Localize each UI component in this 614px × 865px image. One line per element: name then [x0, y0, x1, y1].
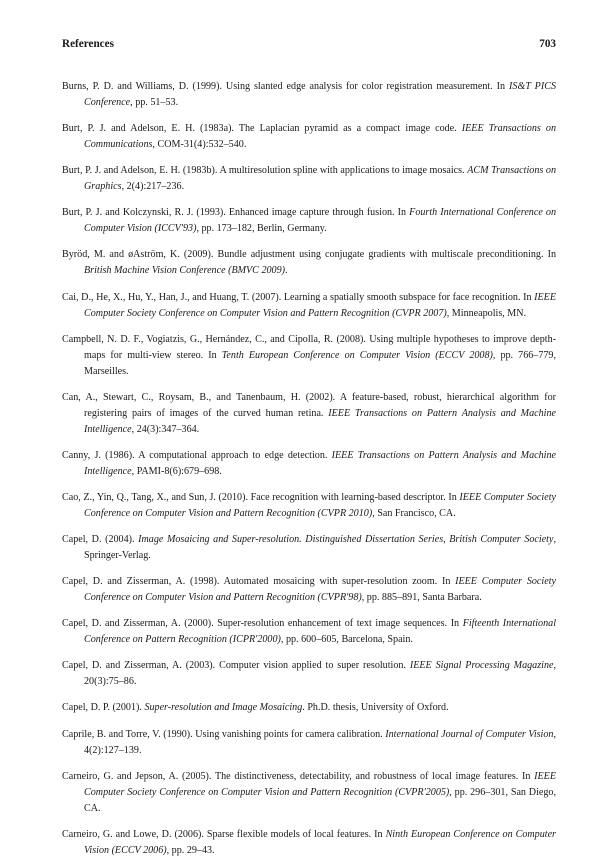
reference-entry	[62, 247, 556, 279]
reference-venue: Image Mosaicing and Super-resolution. Distinguished Dissertation Series, British Computer Society	[138, 534, 554, 546]
reference-details: , pp. 600–605, Barcelona, Spain.	[280, 634, 413, 646]
reference-entry	[62, 827, 556, 859]
reference-authors-title: Cai, D., He, X., Hu, Y., Han, J., and Huang, T. (2007). Learning a spatially smooth subspace for face recognition. In	[62, 291, 535, 303]
reference-authors-title: Can, A., Stewart, C., Roysam, B., and Tanenbaum, H. (2002). A feature-based, robust, hierarchical algorithm for registering pairs of images of the curved human retina.	[62, 391, 556, 419]
reference-entry	[62, 532, 556, 564]
reference-details: , San Francisco, CA.	[372, 507, 456, 519]
reference-venue: IEEE Transactions on Pattern Analysis and Machine Intelligence	[84, 449, 556, 477]
reference-venue: Tenth European Conference on Computer Vision (ECCV 2008)	[221, 349, 493, 361]
reference-authors-title: Cao, Z., Yin, Q., Tang, X., and Sun, J. (2010). Face recognition with learning-based descriptor. In	[62, 491, 460, 503]
reference-details: , pp. 296–301, San Diego, CA.	[84, 786, 557, 814]
reference-venue: IS&T PICS Conference	[84, 81, 556, 109]
reference-details: , 24(3):347–364.	[131, 423, 200, 435]
reference-authors-title: Canny, J. (1986). A computational approach to edge detection.	[62, 449, 332, 461]
reference-venue: Fifteenth International Conference on Pattern Recognition (ICPR'2000)	[84, 618, 556, 646]
reference-entry	[62, 490, 556, 522]
reference-entry	[62, 727, 556, 759]
reference-venue: IEEE Signal Processing Magazine	[409, 660, 554, 672]
reference-entry	[62, 290, 556, 322]
reference-authors-title: Carneiro, G. and Jepson, A. (2005). The distinctiveness, detectability, and robustness of local image features. In	[62, 770, 535, 782]
reference-list	[62, 69, 556, 865]
page-number: 703	[539, 38, 556, 50]
reference-entry	[62, 448, 556, 480]
reference-entry	[62, 390, 556, 438]
reference-entry	[62, 163, 556, 195]
reference-entry	[62, 616, 556, 648]
reference-entry	[62, 121, 556, 153]
running-title: References	[62, 38, 114, 50]
reference-details: , 2(4):217–236.	[121, 181, 185, 193]
reference-entry	[62, 700, 556, 716]
reference-authors-title: Burt, P. J. and Kolczynski, R. J. (1993). Enhanced image capture through fusion. In	[62, 207, 410, 219]
reference-authors-title: Capel, D. (2004).	[62, 534, 139, 546]
reference-details: , Springer-Verlag.	[84, 534, 556, 562]
reference-entry	[62, 769, 556, 817]
reference-venue: British Machine Vision Conference (BMVC 2009)	[84, 265, 285, 277]
reference-details: . Ph.D. thesis, University of Oxford.	[302, 702, 449, 714]
reference-details: , 4(2):127–139.	[84, 728, 556, 756]
reference-authors-title: Capel, D. P. (2001).	[62, 702, 145, 714]
reference-venue: IEEE Computer Society Conference on Computer Vision and Pattern Recognition (CVPR'2005)	[84, 770, 556, 798]
page-header	[62, 38, 556, 54]
reference-venue: IEEE Computer Society Conference on Computer Vision and Pattern Recognition (CVPR'98)	[84, 576, 556, 604]
reference-venue: Fourth International Conference on Computer Vision (ICCV'93)	[84, 207, 557, 235]
reference-details: , PAMI-8(6):679–698.	[131, 465, 222, 477]
reference-authors-title: Burt, P. J. and Adelson, E. H. (1983b). A multiresolution spline with applications to image mosaics.	[62, 165, 468, 177]
reference-venue: International Journal of Computer Vision	[385, 728, 554, 740]
reference-venue: IEEE Transactions on Pattern Analysis and Machine Intelligence	[84, 407, 556, 435]
reference-details: , pp. 885–891, Santa Barbara.	[361, 592, 482, 604]
reference-authors-title: Byröd, M. and øAström, K. (2009). Bundle adjustment using conjugate gradients with multiscale preconditioning. In	[62, 249, 556, 261]
reference-authors-title: Capel, D. and Zisserman, A. (2000). Super-resolution enhancement of text image sequences. In	[62, 618, 463, 630]
reference-venue: Ninth European Conference on Computer Vision (ECCV 2006)	[84, 828, 556, 856]
reference-entry	[62, 79, 556, 111]
reference-authors-title: Capel, D. and Zisserman, A. (2003). Computer vision applied to super resolution.	[62, 660, 410, 672]
reference-entry	[62, 332, 556, 380]
reference-authors-title: Burns, P. D. and Williams, D. (1999). Using slanted edge analysis for color registration measurement. In	[62, 81, 510, 93]
reference-authors-title: Campbell, N. D. F., Vogiatzis, G., Hernández, C., and Cipolla, R. (2008). Using multiple hypotheses to improve depth-maps for multi-view stereo. In	[62, 333, 556, 361]
reference-venue: IEEE Computer Society Conference on Computer Vision and Pattern Recognition (CVPR 2010)	[84, 491, 556, 519]
reference-details: , COM-31(4):532–540.	[152, 139, 247, 151]
reference-venue: IEEE Transactions on Communications	[84, 123, 556, 151]
reference-details: .	[285, 265, 288, 277]
reference-authors-title: Burt, P. J. and Adelson, E. H. (1983a). The Laplacian pyramid as a compact image code.	[62, 123, 462, 135]
reference-venue: IEEE Computer Society Conference on Computer Vision and Pattern Recognition (CVPR 2007)	[84, 291, 556, 319]
reference-authors-title: Capel, D. and Zisserman, A. (1998). Automated mosaicing with super-resolution zoom. In	[62, 576, 456, 588]
reference-entry	[62, 205, 556, 237]
reference-details: , Minneapolis, MN.	[446, 307, 527, 319]
reference-authors-title: Caprile, B. and Torre, V. (1990). Using vanishing points for camera calibration.	[62, 728, 386, 740]
reference-entry	[62, 658, 556, 690]
reference-entry	[62, 574, 556, 606]
reference-details: , pp. 766–779, Marseilles.	[84, 349, 556, 377]
reference-details: , pp. 51–53.	[130, 97, 179, 109]
reference-authors-title: Carneiro, G. and Lowe, D. (2006). Sparse flexible models of local features. In	[62, 828, 386, 840]
reference-details: , pp. 173–182, Berlin, Germany.	[196, 223, 327, 235]
reference-details: , 20(3):75–86.	[84, 660, 557, 688]
reference-venue: Super-resolution and Image Mosaicing	[144, 702, 303, 714]
reference-venue: ACM Transactions on Graphics	[84, 165, 556, 193]
reference-details: , pp. 29–43.	[166, 844, 215, 856]
